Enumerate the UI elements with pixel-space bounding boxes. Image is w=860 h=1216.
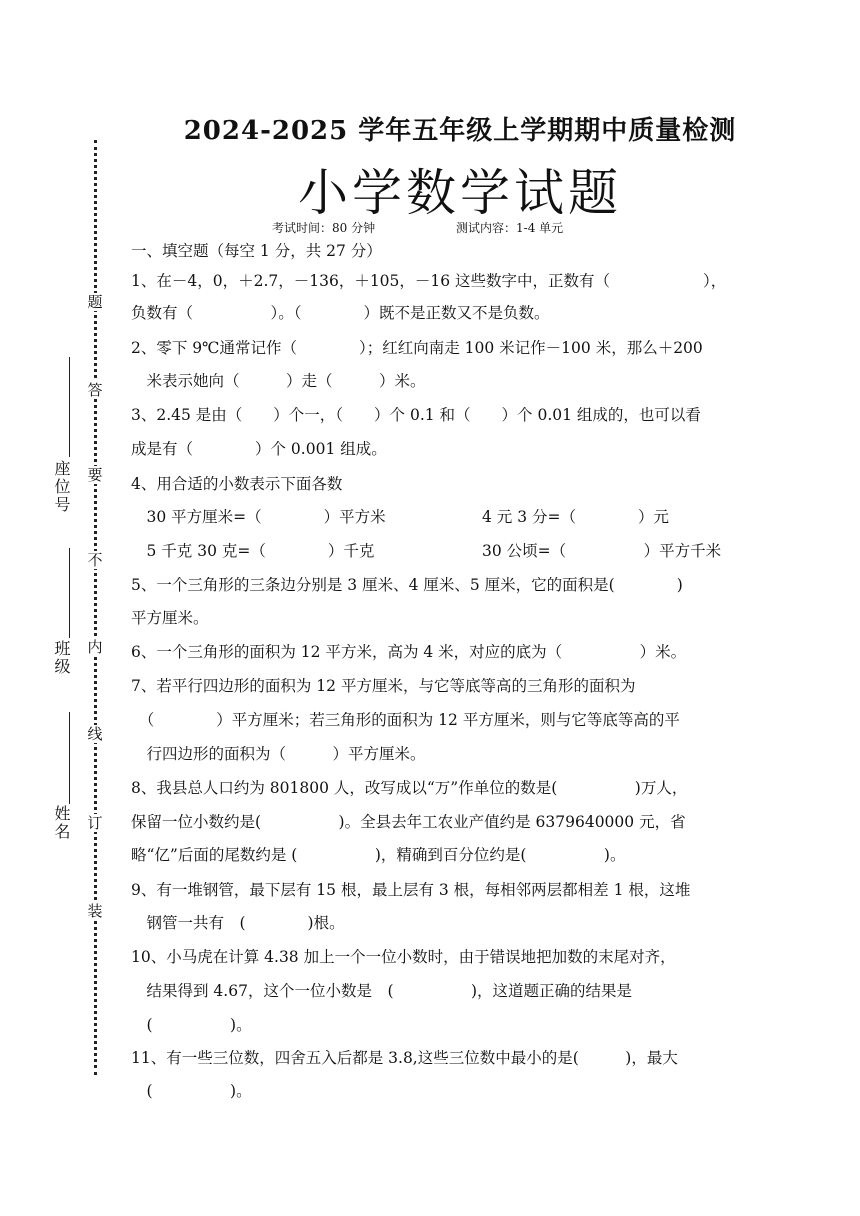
question-line: 2、零下 9℃通常记作（ ）；红红向南走 100 米记作－100 米，那么＋200 [131,339,703,357]
seat-number-field[interactable] [69,357,70,457]
question-line: 米表示她向（ ）走（ ）米。 [131,372,426,390]
question-line: 9、有一堆钢管，最下层有 15 根，最上层有 3 根，每相邻两层都相差 1 根，这堆 [131,881,691,899]
question-line: 7、若平行四边形的面积为 12 平方厘米，与它等底等高的三角形的面积为 [131,677,636,695]
binding-word: 题 [87,293,103,311]
question-line: 平方厘米。 [131,609,209,627]
binding-word: 内 [87,638,103,656]
question-line: 结果得到 4.67，这个一位小数是 ( )，这道题正确的结果是 [131,982,633,1000]
question-line: 行四边形的面积为（ ）平方厘米。 [131,745,426,763]
question-line: （ ）平方厘米；若三角形的面积为 12 平方厘米，则与它等底等高的平 [131,711,680,729]
question-line: 4 元 3 分=（ ）元 [482,508,669,526]
question-line: 保留一位小数约是( )。全县去年工农业产值约是 6379640000 元，省 [131,813,686,831]
binding-dotted-line [94,140,97,1075]
name-label: 姓名 [52,805,71,841]
binding-word: 线 [87,725,103,743]
question-line: 10、小马虎在计算 4.38 加上一个一位小数时，由于错误地把加数的末尾对齐， [131,948,676,966]
name-field[interactable] [69,712,70,804]
question-line: 30 平方厘米=（ ）平方米 [131,508,386,526]
seat-number-label: 座位号 [52,460,71,514]
question-line: 6、一个三角形的面积为 12 平方米，高为 4 米，对应的底为（ ）米。 [131,643,687,661]
binding-word: 不 [87,551,103,569]
binding-word: 答 [87,381,103,399]
question-line: 5、一个三角形的三条边分别是 3 厘米、4 厘米、5 厘米，它的面积是( ) [131,576,683,594]
question-line: 钢管一共有 ( )根。 [131,914,345,932]
question-line: 成是有（ ）个 0.001 组成。 [131,440,387,458]
binding-word: 装 [87,902,103,920]
section-heading: 一、填空题（每空 1 分，共 27 分） [131,242,382,260]
question-line: 30 公顷=（ ）平方千米 [482,542,722,560]
question-line: 负数有（ ）。（ ）既不是正数又不是负数。 [131,304,550,322]
question-line: ( )。 [131,1082,252,1100]
question-line: 5 千克 30 克=（ ）千克 [131,542,375,560]
exam-main-title: 小学数学试题 [298,164,622,222]
binding-word: 要 [87,466,103,484]
class-field[interactable] [69,548,70,638]
question-line: ( )。 [131,1016,252,1034]
exam-header-title: 2024-2025 学年五年级上学期期中质量检测 [183,116,737,146]
question-line: 略“亿”后面的尾数约是 ( )，精确到百分位约是( )。 [131,846,626,864]
binding-word: 订 [87,814,103,832]
exam-time: 考试时间：80 分钟 [272,221,376,235]
test-content: 测试内容：1-4 单元 [456,221,564,235]
class-label: 班级 [52,640,71,676]
question-line: 1、在－4，0，＋2.7，－136，＋105，－16 这些数字中，正数有（ ）， [131,272,727,290]
question-line: 3、2.45 是由（ ）个一，（ ）个 0.1 和（ ）个 0.01 组成的，也可以看 [131,406,701,424]
question-line: 4、用合适的小数表示下面各数 [131,475,343,493]
question-line: 8、我县总人口约为 801800 人，改写成以“万”作单位的数是( )万人， [131,779,688,797]
question-line: 11、有一些三位数，四舍五入后都是 3.8,这些三位数中最小的是( )，最大 [131,1049,678,1067]
